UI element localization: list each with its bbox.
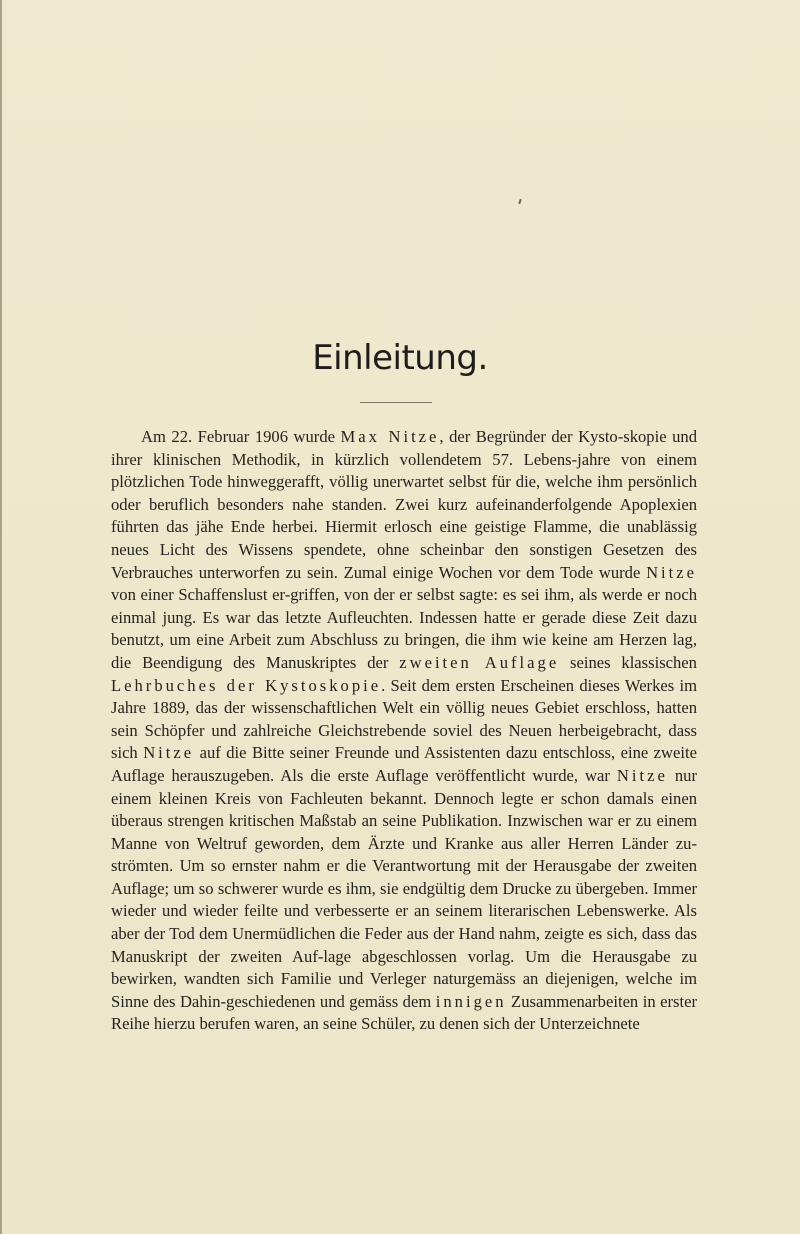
text-segment: seines klassischen — [559, 652, 697, 672]
author-name-spaced: Nitze — [616, 765, 668, 785]
ink-speck — [518, 199, 522, 204]
text-segment: von einer Schaffenslust er-griffen, von der er selbst sagte: es sei ihm, als werde er noch einmal jung. Es war das letzte Aufleuchten. Indessen hatte er gerade diese Zeit dazu benutzt, um eine Arbeit zum Abschluss zu bringen, die ihm wie keine am Herzen lag, die Beendigung des Manuskriptes der — [111, 585, 697, 672]
author-name-spaced: Nitze — [646, 562, 697, 582]
chapter-title: Einleitung. — [312, 338, 488, 378]
title-divider — [360, 402, 432, 403]
page-edge-line — [0, 0, 2, 1234]
author-name-spaced: Max Nitze — [340, 427, 440, 446]
book-title-spaced: Lehrbuches der Kystoskopie — [111, 675, 382, 695]
text-segment: nur einem kleinen Kreis von Fachleuten bekannt. Dennoch legte er schon damals einen überaus strengen kritischen Maßstab an seine Publikation. Inzwischen war er zu einem Manne von Weltruf geworden, dem Ärzte und Kranke aus aller Herren Länder zu-strömten. Um so ernster nahm er die Verantwortung mit der Herausgabe der zweiten Auflage; um so schwerer wurde es ihm, sie endgültig dem Drucke zu übergeben. Immer wieder und wieder feilte und verbesserte er an seinem literarischen Lebenswerke. Als aber der Tod dem Unermüdlichen die Feder aus der Hand nahm, zeigte es sich, dass das Manuskript der zweiten Auf-lage abgeschlossen vorlag. Um die Herausgabe zu bewirken, wandten sich Familie und Verleger naturgemäss an diejenigen, welche im Sinne des Dahin-geschiedenen und gemäss dem — [111, 765, 697, 1011]
body-paragraph — [111, 426, 697, 1036]
text-segment: Am 22. Februar 1906 wurde — [141, 427, 341, 446]
emphasis-spaced: zweiten Auflage — [399, 652, 560, 672]
text-segment: . Seit dem ersten Erscheinen dieses Werkes im Jahre 1889, das der wissenschaftlichen Welt ein völlig neues Gebiet erschloss, hatten sein Schöpfer und zahlreiche Gleichstrebende soviel des Neuen herbeigebracht, dass sich — [111, 675, 697, 763]
text-segment: Zusammenarbeiten in erster Reihe hierzu berufen waren, an seine Schüler, zu denen sich der Unterzeichnete — [111, 991, 698, 1034]
author-name-spaced: Nitze — [143, 743, 195, 763]
text-segment: auf die Bitte seiner Freunde und Assistenten dazu entschloss, eine zweite Auflage herauszugeben. Als die erste Auflage veröffentlicht wurde, war — [111, 743, 697, 785]
emphasis-spaced: innigen — [435, 991, 507, 1011]
text-segment: , der Begründer der Kysto-skopie und ihrer klinischen Methodik, in kürzlich vollendetem 57. Lebens-jahre von einem plötzlichen Tode hinweggerafft, völlig unerwartet selbst für die, welche ihm persönlich oder beruflich besonders nahe standen. Zwei kurz aufeinanderfolgende Apoplexien führten das jähe Ende herbei. Hiermit erlosch eine geistige Flamme, die unablässig neues Licht des Wissens spendete, ohne scheinbar den sonstigen Gesetzen des Verbrauches unterworfen zu sein. Zumal einige Wochen vor dem Tode wurde — [111, 427, 697, 582]
